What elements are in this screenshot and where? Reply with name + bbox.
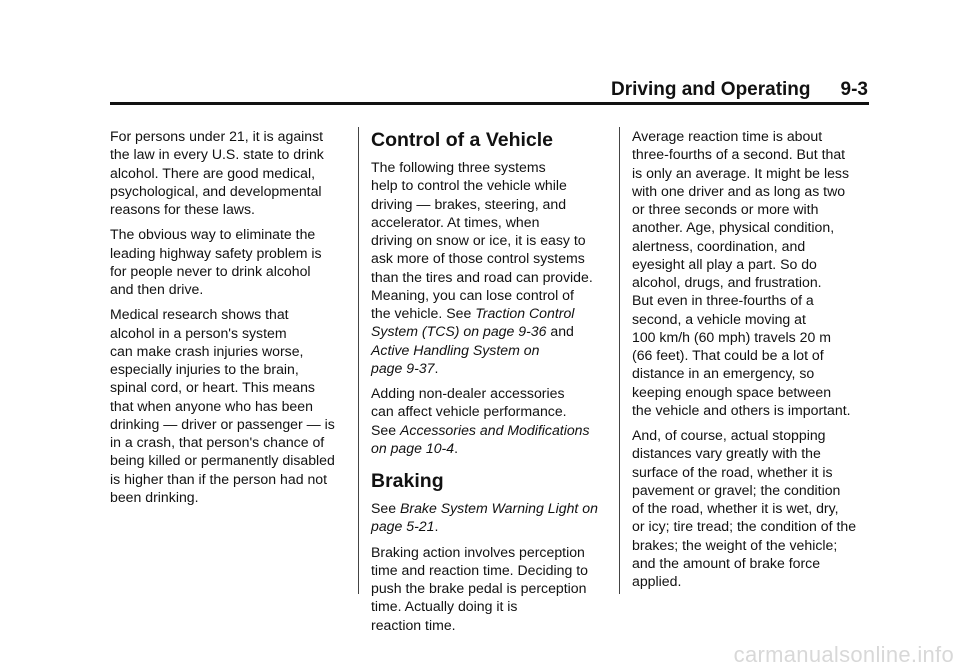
right-column <box>632 127 872 597</box>
text-line: especially injuries to the brain, <box>110 361 299 377</box>
paragraph-control-systems <box>371 158 609 377</box>
text-run: . <box>434 518 439 535</box>
text-line: alcohol, drugs, and frustration. <box>632 274 822 290</box>
text-line: in a crash, that person's chance of <box>110 434 325 450</box>
paragraph-under-21 <box>110 127 346 218</box>
paragraph-stopping-distances <box>632 426 872 590</box>
text-line: But even in three-fourths of a <box>632 292 814 309</box>
text-line <box>371 304 609 322</box>
text-line: is only an average. It might be less <box>632 164 850 181</box>
text-line: alertness, coordination, and <box>632 237 806 254</box>
xref-traction-control-page[interactable]: System (TCS) on page 9-36 <box>371 323 547 340</box>
text-line: and then drive. <box>110 281 204 297</box>
text-line: alcohol in a person's system <box>110 324 287 341</box>
text-line: push the brake pedal is perception <box>371 580 587 596</box>
watermark: carmanualsonline.info <box>733 642 954 667</box>
text-line: second, a vehicle moving at <box>632 310 806 327</box>
text-line <box>371 322 609 340</box>
xref-active-handling-page[interactable]: page 9-37 <box>371 359 435 376</box>
text-line: applied. <box>632 573 682 589</box>
text-line: brakes; the weight of the vehicle; <box>632 536 838 553</box>
column-divider-right <box>619 127 620 594</box>
xref-accessories-page[interactable]: on page 10-4 <box>371 439 455 456</box>
text-line: 100 km/h (60 mph) travels 20 m <box>632 328 831 345</box>
text-line: reaction time. <box>371 616 456 633</box>
text-line: eyesight all play a part. So do <box>632 255 817 272</box>
text-line: accelerator. At times, when <box>371 213 540 230</box>
text-line: another. Age, physical condition, <box>632 219 835 236</box>
text-line: keeping enough space between <box>632 383 832 400</box>
text-line: surface of the road, whether it is <box>632 463 833 480</box>
text-line: leading highway safety problem is <box>110 244 322 261</box>
text-line: three-fourths of a second. But that <box>632 146 846 163</box>
text-line: Meaning, you can lose control of <box>371 286 574 303</box>
paragraph-accessories <box>371 384 609 457</box>
text-line: Medical research shows that <box>110 306 289 323</box>
xref-brake-warning-page[interactable]: page 5-21 <box>371 518 435 535</box>
text-line: Braking action involves perception <box>371 543 585 560</box>
text-line <box>371 359 609 377</box>
text-run: . <box>454 439 458 456</box>
text-line: Adding non-dealer accessories <box>371 385 565 401</box>
paragraph-brake-see <box>371 499 609 536</box>
middle-column <box>371 128 609 641</box>
paragraph-eliminate-problem <box>110 225 346 298</box>
text-line: is higher than if the person had not <box>110 470 328 487</box>
section-title: Driving and Operating <box>611 79 811 100</box>
text-line: psychological, and developmental <box>110 182 322 199</box>
text-line: distance in an emergency, so <box>632 365 815 382</box>
text-line: driving on snow or ice, it is easy to <box>371 232 586 248</box>
text-line: help to control the vehicle while <box>371 177 567 194</box>
text-line: with one driver and as long as two <box>632 182 846 199</box>
text-line <box>371 439 609 457</box>
text-line: ask more of those control systems <box>371 250 585 267</box>
text-line: that when anyone who has been <box>110 397 313 414</box>
text-line: driving — brakes, steering, and <box>371 195 567 212</box>
text-line: reasons for these laws. <box>110 201 255 217</box>
text-line: The obvious way to eliminate the <box>110 226 316 243</box>
xref-brake-warning-light[interactable]: Brake System Warning Light on <box>400 500 598 516</box>
text-line: for people never to drink alcohol <box>110 262 311 279</box>
text-run: the vehicle. See <box>371 305 476 321</box>
text-run: See <box>371 421 400 438</box>
text-line: spinal cord, or heart. This means <box>110 379 315 396</box>
text-line: can make crash injuries worse, <box>110 342 304 359</box>
text-line: Average reaction time is about <box>632 128 823 144</box>
text-run: and <box>546 323 574 340</box>
text-line: the vehicle and others is important. <box>632 401 851 418</box>
text-line: than the tires and road can provide. <box>371 268 593 285</box>
paragraph-reaction-time <box>632 127 872 419</box>
xref-accessories[interactable]: Accessories and Modifications <box>400 421 590 438</box>
text-line: and the amount of brake force <box>632 554 821 571</box>
text-line <box>371 517 609 535</box>
text-line: (66 feet). That could be a lot of <box>632 347 824 363</box>
heading-control-of-a-vehicle: Control of a Vehicle <box>371 129 554 151</box>
text-line: distances vary greatly with the <box>632 445 821 462</box>
text-line: The following three systems <box>371 159 546 175</box>
text-line: being killed or permanently disabled <box>110 452 335 469</box>
text-line <box>371 499 609 517</box>
xref-traction-control[interactable]: Traction Control <box>475 305 575 321</box>
left-column <box>110 127 346 513</box>
text-line <box>371 421 609 439</box>
page-header <box>110 78 868 102</box>
text-line: And, of course, actual stopping <box>632 427 826 443</box>
header-rule <box>110 102 869 105</box>
column-divider-left <box>358 127 359 594</box>
text-line <box>371 341 609 359</box>
text-line: pavement or gravel; the condition <box>632 481 841 498</box>
paragraph-medical-research <box>110 305 346 506</box>
text-line: time and reaction time. Deciding to <box>371 561 588 578</box>
text-line: can affect vehicle performance. <box>371 403 567 420</box>
text-line: the law in every U.S. state to drink <box>110 146 324 163</box>
text-line: been drinking. <box>110 488 199 505</box>
text-run: . <box>434 359 439 376</box>
text-line: For persons under 21, it is against <box>110 128 324 144</box>
heading-braking: Braking <box>371 470 444 492</box>
paragraph-braking-action <box>371 543 609 634</box>
page-number: 9-3 <box>840 79 868 100</box>
text-line: or icy; tire tread; the condition of the <box>632 518 857 535</box>
text-run: See <box>371 500 400 516</box>
text-line: alcohol. There are good medical, <box>110 164 316 181</box>
xref-active-handling[interactable]: Active Handling System on <box>371 341 540 358</box>
text-line: of the road, whether it is wet, dry, <box>632 500 839 516</box>
text-line: drinking — driver or passenger — is <box>110 415 335 432</box>
text-line: time. Actually doing it is <box>371 598 518 615</box>
text-line: or three seconds or more with <box>632 201 819 217</box>
